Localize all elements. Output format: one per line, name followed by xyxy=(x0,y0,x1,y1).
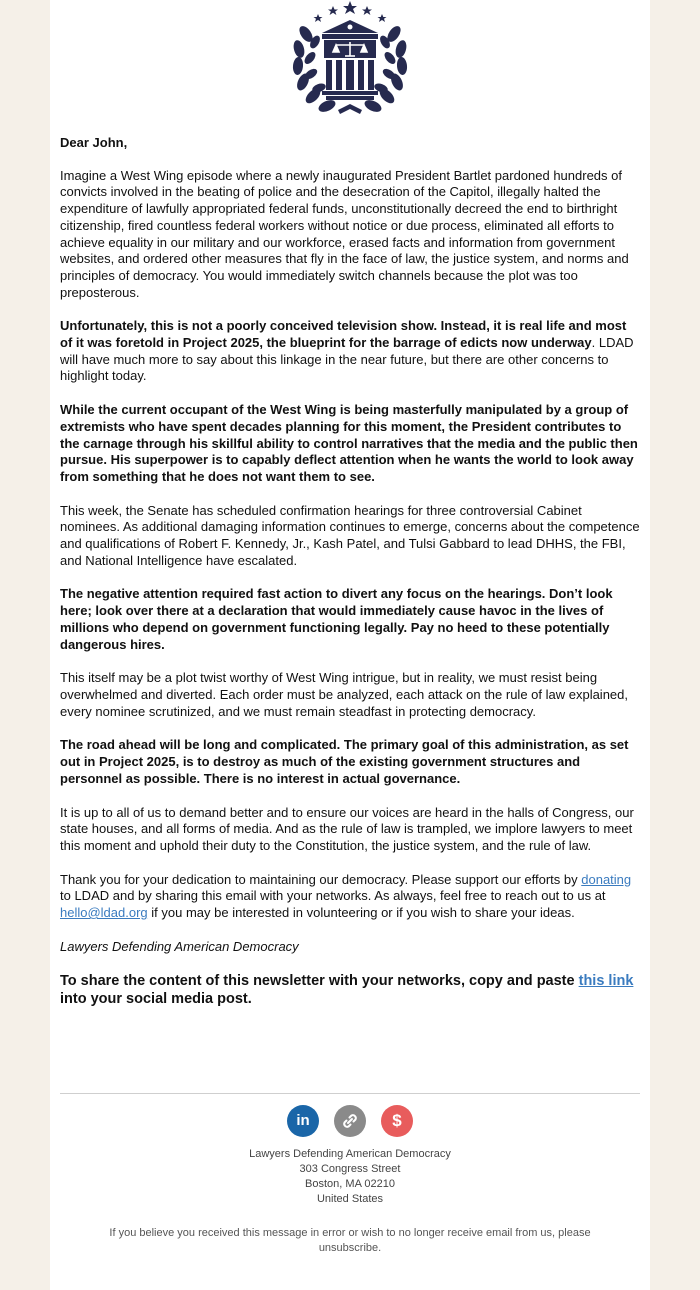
paragraph-5: The negative attention required fast action to divert any focus on the hearings. Don’t look here; look over there at a declaration that would immediately cause havoc in the lives of millions who depend on government functioning legally. Pay no heed to these potentially dangerous hires. xyxy=(60,586,613,652)
mailing-address xyxy=(50,1147,650,1207)
footer-city: Boston, MA 02210 xyxy=(305,1178,395,1190)
footer xyxy=(50,1147,650,1256)
linkedin-glyph: in xyxy=(296,1112,310,1129)
paragraph-2-bold: Unfortunately, this is not a poorly conceived television show. Instead, it is real life and most of it was foretold in Project 2025, the blueprint for the barrage of edicts now underway xyxy=(60,318,627,351)
divider xyxy=(60,1093,640,1094)
footer-org: Lawyers Defending American Democracy xyxy=(249,1148,451,1160)
paragraph-1: Imagine a West Wing episode where a newly inaugurated President Bartlet pardoned hundreds of convicts involved in the beating of police and the desecration of the Capitol, illegally halted the expenditure of lawfully appropriated federal funds, unconstitutionally decreed the end to birthright citizenship, fired countless federal workers without notice or due process, eliminated all efforts to achieve equality in our military and our workforce, erased facts and information from government websites, and ordered other measures that fly in the face of law, the justice system, and norms and principles of democracy. You would immediately switch channels because the plot was too preposterous. xyxy=(60,167,629,300)
email-link[interactable]: hello@ldad.org xyxy=(60,905,148,921)
signature: Lawyers Defending American Democracy xyxy=(60,938,299,954)
salutation: Dear John, xyxy=(60,135,128,150)
paragraph-7: The road ahead will be long and complicated. The primary goal of this administration, as set out in Project 2025, is to destroy as much of the existing government structures and personnel as possible. There is no interest in actual governance. xyxy=(60,737,629,786)
paragraph-8: It is up to all of us to demand better and to ensure our voices are heard in the halls of Congress, our state houses, and all forms of media. And as the rule of law is trampled, we implore lawyers to meet this moment and uphold their duty to the Constitution, the justice system, and the rule of law. xyxy=(60,804,634,853)
share-link[interactable]: this link xyxy=(578,973,634,990)
paragraph-4: This week, the Senate has scheduled confirmation hearings for three controversial Cabinet nominees. As additional damaging information continues to emerge, concerns about the competence and qualifications of Robert F. Kennedy, Jr., Kash Patel, and Tulsi Gabbard to lead DHHS, the FBI, and National Intelligence have escalated. xyxy=(60,502,640,568)
dollar-glyph: $ xyxy=(392,1111,402,1130)
paragraph-2-rest: . LDAD will have much more to say about this linkage in the near future, but there are other concerns to highlight today. xyxy=(60,335,634,384)
footer-country: United States xyxy=(316,1193,384,1205)
share-text-b: into your social media post. xyxy=(60,991,252,1008)
paragraph-9-text-b: to LDAD and by sharing this email with your networks. As always, feel free to reach out to us at xyxy=(60,888,606,904)
donating-link[interactable]: donating xyxy=(581,871,632,887)
paragraph-9-text-a: Thank you for your dedication to maintaining our democracy. Please support our efforts by xyxy=(60,871,582,887)
email-body xyxy=(50,0,650,1290)
donate-icon[interactable] xyxy=(381,1105,413,1137)
share-instructions xyxy=(60,972,640,1008)
paragraph-3: While the current occupant of the West Wing is being masterfully manipulated by a group of extremists who have spent decades planning for this moment, the President contributes to the carnage through his skillful ability to control narratives that the media and the public then pursue. His superpower is to capably deflect attention when he wants the world to look away from something that he does not want them to see. xyxy=(60,402,638,484)
paragraph-6: This itself may be a plot twist worthy of West Wing intrigue, but in reality, we must resist being overwhelmed and diverted. Each order must be analyzed, each attack on the rule of law explained, every nominee scrutinized, and we must remain steadfast in protecting democracy. xyxy=(60,670,629,719)
paragraph-9-text-c: if you may be interested in volunteering or if you wish to share your ideas. xyxy=(147,905,575,921)
unsubscribe-notice[interactable]: If you believe you received this message in error or wish to no longer receive email from us, please unsubscribe. xyxy=(109,1227,591,1254)
share-text-a: To share the content of this newsletter with your networks, copy and paste xyxy=(60,973,579,990)
chain-link-icon xyxy=(334,1105,366,1137)
link-icon[interactable] xyxy=(334,1105,366,1137)
social-links xyxy=(287,1105,417,1139)
letter-content xyxy=(60,135,640,1025)
paragraph-9 xyxy=(60,872,640,922)
columns-scales-laurel-logo-icon xyxy=(288,0,412,122)
footer-street: 303 Congress Street xyxy=(299,1163,401,1175)
linkedin-icon[interactable] xyxy=(287,1105,319,1137)
logo-header xyxy=(50,0,650,125)
paragraph-2 xyxy=(60,318,640,385)
